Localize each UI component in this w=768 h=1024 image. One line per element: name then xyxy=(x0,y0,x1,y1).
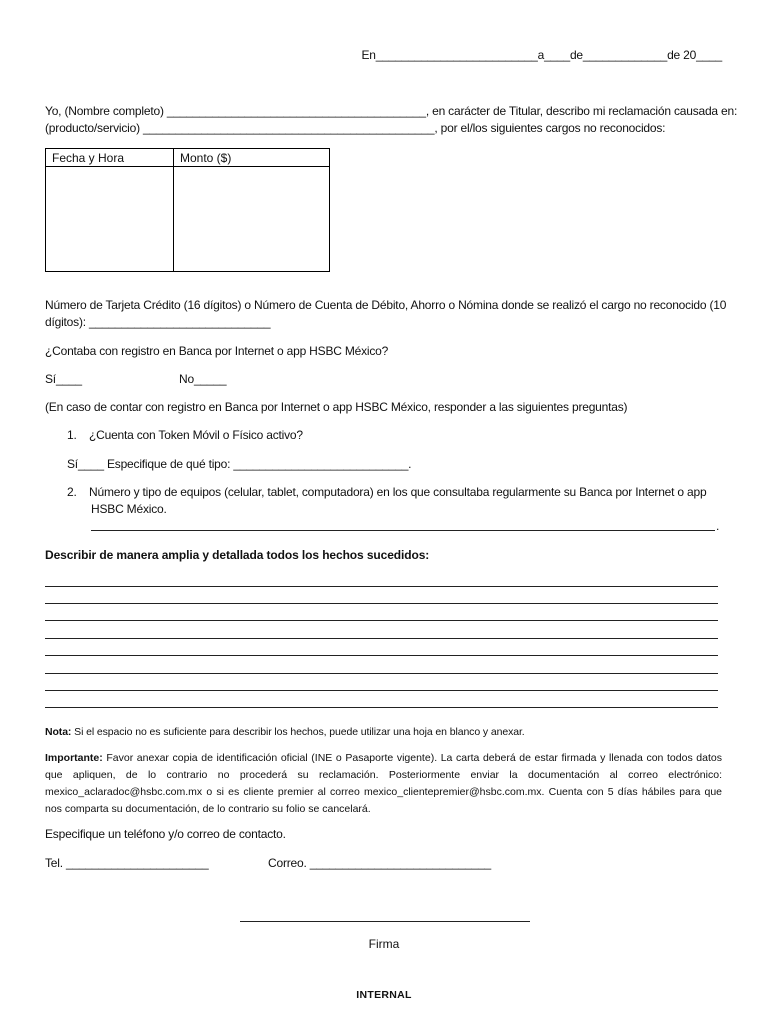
description-line[interactable] xyxy=(45,673,718,674)
devices-answer-line[interactable] xyxy=(91,530,715,531)
online-no-field[interactable]: No_____ xyxy=(179,372,227,386)
description-line[interactable] xyxy=(45,603,718,604)
classification-footer: INTERNAL xyxy=(356,989,412,1001)
amount-cell[interactable] xyxy=(174,167,330,272)
description-line[interactable] xyxy=(45,620,718,621)
intro-product-line[interactable]: (producto/servicio) _____________________________________________, por el/los siguientes cargos no reconocidos: xyxy=(45,121,666,135)
email-field[interactable]: Correo. ____________________________ xyxy=(268,856,492,870)
description-line[interactable] xyxy=(45,655,718,656)
date-cell[interactable] xyxy=(46,167,174,272)
online-question: ¿Contaba con registro en Banca por Internet o app HSBC México? xyxy=(45,344,389,358)
note-text: Si el espacio no es suficiente para describir los hechos, puede utilizar una hoja en blanco y anexar. xyxy=(71,726,525,738)
important-label: Importante: xyxy=(45,752,103,764)
important-notice xyxy=(45,750,722,818)
contact-prompt: Especifique un teléfono y/o correo de contacto. xyxy=(45,827,286,841)
description-line[interactable] xyxy=(45,690,718,691)
question-2-text-continued: HSBC México. xyxy=(91,502,167,516)
description-heading: Describir de manera amplia y detallada todos los hechos sucedidos: xyxy=(45,548,430,562)
date-line[interactable]: En_________________________a____de_____________de 20____ xyxy=(361,48,722,62)
question-1 xyxy=(67,428,303,442)
online-note: (En caso de contar con registro en Banca por Internet o app HSBC México, responder a las siguientes preguntas) xyxy=(45,400,628,414)
note-label: Nota: xyxy=(45,726,72,738)
signature-label: Firma xyxy=(368,937,400,951)
card-number-label: Número de Tarjeta Crédito (16 dígitos) o Número de Cuenta de Débito, Ahorro o Nómina donde se realizó el cargo no reconocido (10 xyxy=(45,298,727,312)
description-line[interactable] xyxy=(45,586,718,587)
intro-name-line[interactable]: Yo, (Nombre completo) ________________________________________, en carácter de Titular, describo mi reclamación causada en: xyxy=(45,104,738,118)
phone-field[interactable]: Tel. ______________________ xyxy=(45,856,209,870)
important-text: Favor anexar copia de identificación oficial (INE o Pasaporte vigente). La carta deberá de estar firmada y llenada con todos datos que apliquen, de lo contrario no procederá su reclamación. Posteriormente enviar la documentación al correo electrónico: mexico_aclaradoc@hsbc.com.mx o si es cliente premier al correo mexico_clientepremier@hsbc.com.mx. Cuenta con 5 días hábiles para que nos comparta su documentación, de lo contrario su folio se cancelará. xyxy=(45,752,722,815)
column-header-amount: Monto ($) xyxy=(174,149,330,167)
online-yes-field[interactable]: Sí____ xyxy=(45,372,82,386)
question-1-text: ¿Cuenta con Token Móvil o Físico activo? xyxy=(89,428,303,442)
signature-line[interactable] xyxy=(240,921,530,922)
question-2-number: 2. xyxy=(67,485,77,499)
charges-table xyxy=(45,148,330,272)
description-line[interactable] xyxy=(45,707,718,708)
question-1-number: 1. xyxy=(67,428,77,442)
question-2 xyxy=(67,485,706,499)
token-type-field[interactable]: Sí____ Especifique de qué tipo: ___________________________. xyxy=(67,457,412,471)
card-number-field[interactable]: dígitos): ____________________________ xyxy=(45,315,271,329)
description-line[interactable] xyxy=(45,638,718,639)
note xyxy=(45,724,525,741)
question-2-text: Número y tipo de equipos (celular, tablet, computadora) en los que consultaba regularmente su Banca por Internet o app xyxy=(89,485,707,499)
devices-answer-period: . xyxy=(716,519,720,533)
column-header-date: Fecha y Hora xyxy=(46,149,174,167)
